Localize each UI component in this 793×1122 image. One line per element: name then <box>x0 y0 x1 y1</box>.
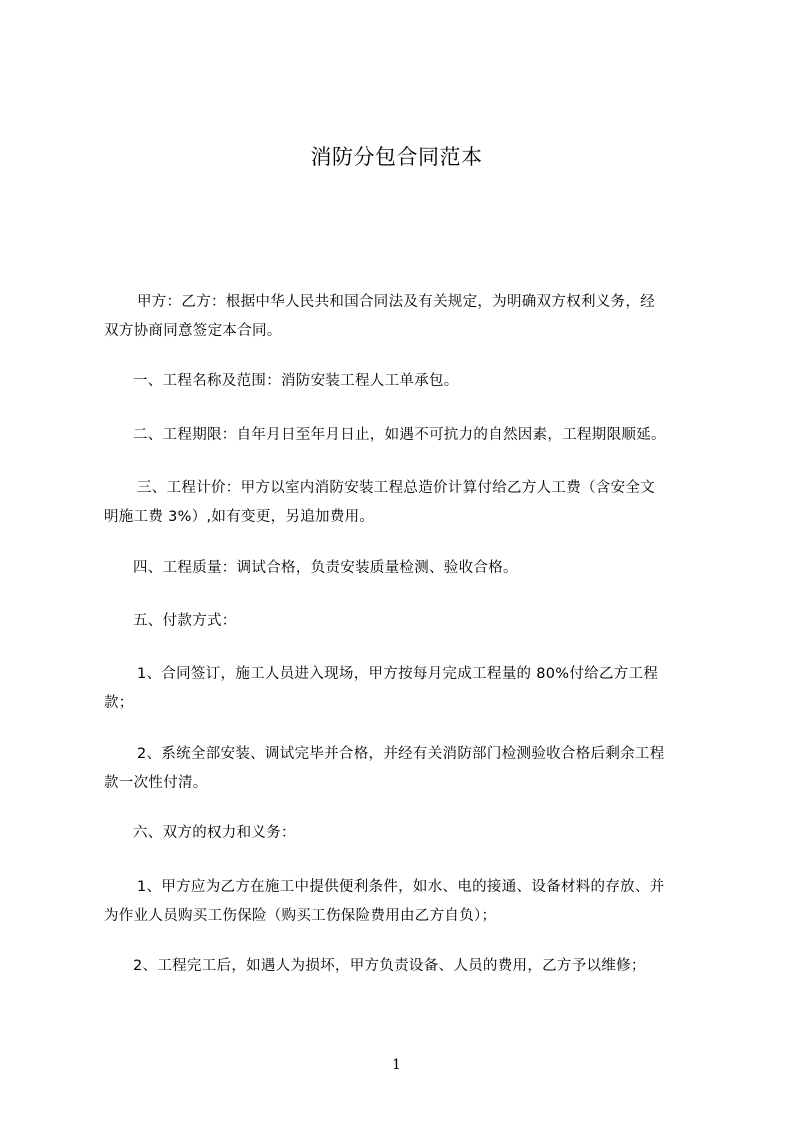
section-2-project-period <box>104 421 716 450</box>
paragraph-line: 甲方：乙方：根据中华人民共和国合同法及有关规定，为明确双方权利义务，经 <box>137 294 655 310</box>
section-6-item-1 <box>104 873 716 931</box>
paragraph-intro <box>104 288 716 346</box>
page-number: 1 <box>392 1057 401 1073</box>
section-4-quality <box>104 554 716 583</box>
paragraph-line: 1、合同签订，施工人员进入现场，甲方按每月完成工程量的 80%付给乙方工程 <box>137 666 659 682</box>
paragraph-line: 款一次性付清。 <box>104 775 208 791</box>
paragraph-line: 2、工程完工后，如遇人为损坏，甲方负责设备、人员的费用，乙方予以维修； <box>133 958 646 974</box>
paragraph-line: 双方协商同意签定本合同。 <box>104 323 282 339</box>
section-5-item-2 <box>104 740 716 798</box>
paragraph-line: 五、付款方式： <box>133 613 237 629</box>
section-5-item-1 <box>104 660 716 718</box>
section-1-project-scope <box>104 367 716 396</box>
paragraph-line: 二、工程期限：自年月日至年月日止，如遇不可抗力的自然因素，工程期限顺延。 <box>133 427 666 443</box>
paragraph-line: 为作业人员购买工伤保险（购买工伤保险费用由乙方自负）； <box>104 908 497 924</box>
paragraph-line: 2、系统全部安装、调试完毕并合格，并经有关消防部门检测验收合格后剩余工程 <box>137 746 665 762</box>
section-5-payment <box>104 607 716 636</box>
paragraph-line: 四、工程质量：调试合格，负责安装质量检测、验收合格。 <box>133 560 518 576</box>
section-6-item-2 <box>104 952 716 981</box>
section-3-pricing <box>104 474 716 532</box>
paragraph-line: 一、工程名称及范围：消防安装工程人工单承包。 <box>133 373 459 389</box>
paragraph-line: 款； <box>104 695 134 711</box>
paragraph-line: 明施工费 3%）,如有变更，另追加费用。 <box>104 509 375 525</box>
section-6-rights-obligations <box>104 819 716 848</box>
paragraph-line: 1、甲方应为乙方在施工中提供便利条件，如水、电的接通、设备材料的存放、并 <box>137 879 665 895</box>
document-title: 消防分包合同范本 <box>310 145 483 169</box>
paragraph-line: 六、双方的权力和义务： <box>133 825 296 841</box>
paragraph-line: 三、工程计价：甲方以室内消防安装工程总造价计算付给乙方人工费（含安全文 <box>137 480 655 496</box>
